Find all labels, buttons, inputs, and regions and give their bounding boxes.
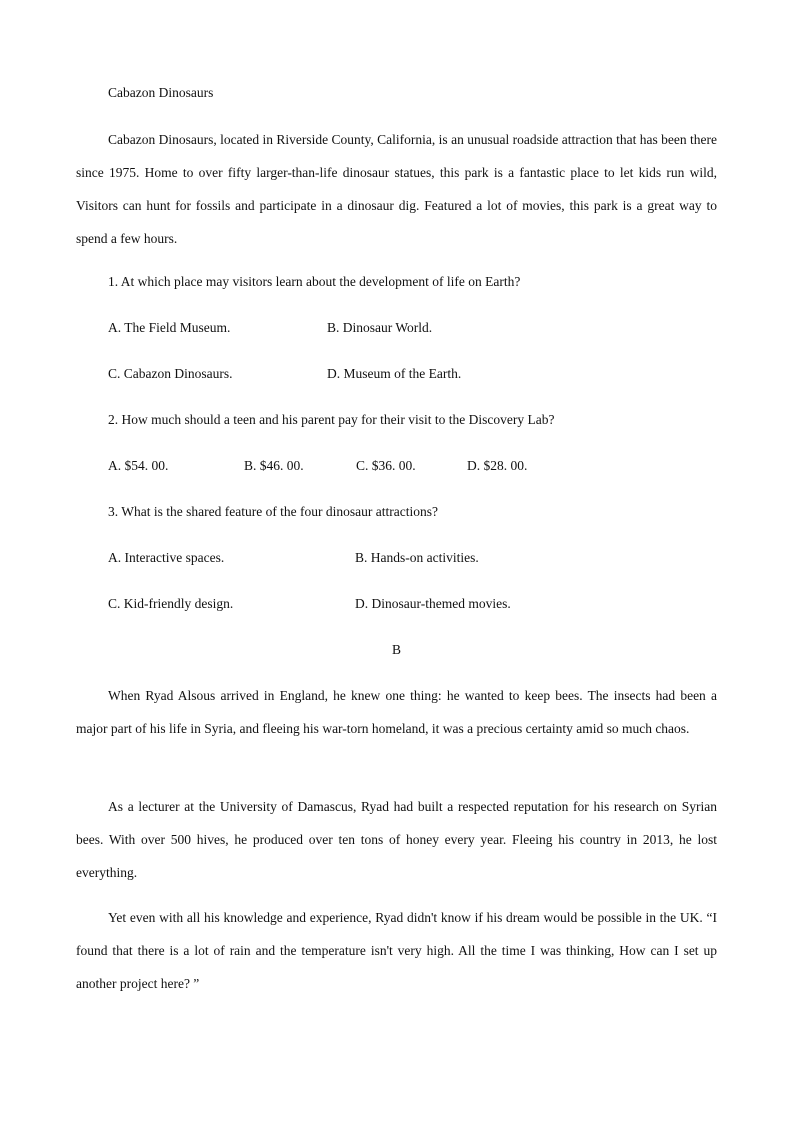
question-3-option-d: D. Dinosaur-themed movies. <box>355 596 511 611</box>
passage-b-paragraph-1: When Ryad Alsous arrived in England, he knew one thing: he wanted to keep bees. The insects had been a major part of his life in Syria, and fleeing his war-torn homeland, it was a precious certainty amid so much chaos. <box>76 688 717 736</box>
question-2-option-d: D. $28. 00. <box>467 458 528 473</box>
question-1-option-c: C. Cabazon Dinosaurs. <box>108 366 233 381</box>
question-1-stem: 1. At which place may visitors learn about the development of life on Earth? <box>108 274 521 289</box>
question-1-option-b: B. Dinosaur World. <box>327 320 433 335</box>
question-3-option-b: B. Hands-on activities. <box>355 550 479 565</box>
passage-b-paragraph-3: Yet even with all his knowledge and experience, Ryad didn't know if his dream would be possible in the UK. “I found that there is a lot of rain and the temperature isn't very high. All the time I was thinking, How can I set up another project here? ” <box>76 910 717 991</box>
question-2-option-b: B. $46. 00. <box>244 458 304 473</box>
intro-paragraph: Cabazon Dinosaurs, located in Riverside County, California, is an unusual roadside attraction that has been there since 1975. Home to over fifty larger-than-life dinosaur statues, this park is a fantastic place to let kids run wild, Visitors can hunt for fossils and participate in a dinosaur dig. Featured a lot of movies, this park is a great way to spend a few hours. <box>76 132 717 246</box>
passage-title: Cabazon Dinosaurs <box>108 85 214 100</box>
question-2-option-a: A. $54. 00. <box>108 458 169 473</box>
question-2-option-c: C. $36. 00. <box>356 458 416 473</box>
section-heading: B <box>391 642 401 657</box>
passage-b-paragraph-2: As a lecturer at the University of Damascus, Ryad had built a respected reputation for his research on Syrian bees. With over 500 hives, he produced over ten tons of honey every year. Fleeing his country in 2013, he lost everything. <box>76 799 717 880</box>
question-1-option-d: D. Museum of the Earth. <box>327 366 462 381</box>
question-3-option-c: C. Kid-friendly design. <box>108 596 234 611</box>
question-1-option-a: A. The Field Museum. <box>108 320 231 335</box>
question-2-stem: 2. How much should a teen and his parent pay for their visit to the Discovery Lab? <box>108 412 555 427</box>
question-3-option-a: A. Interactive spaces. <box>108 550 225 565</box>
question-3-stem: 3. What is the shared feature of the four dinosaur attractions? <box>108 504 439 519</box>
